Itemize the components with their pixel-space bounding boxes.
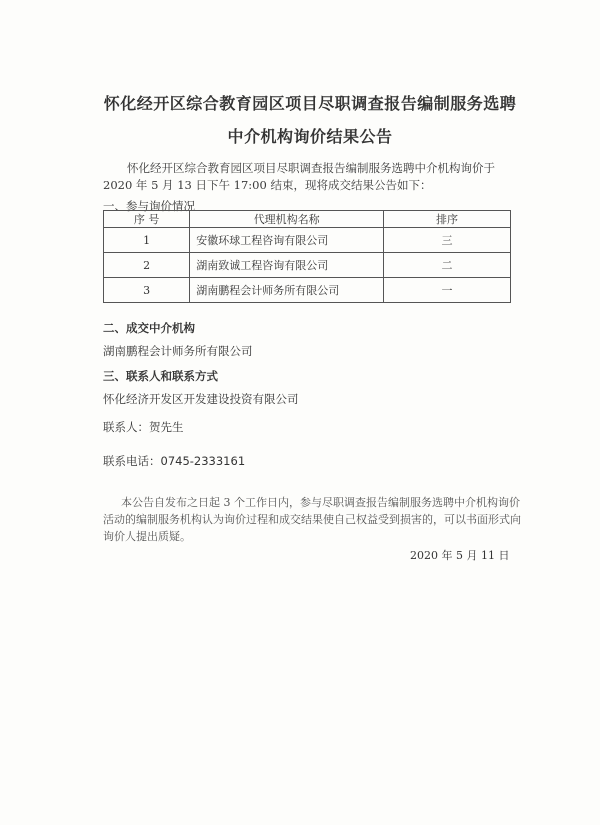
contact-person: 联系人：贺先生: [103, 420, 184, 434]
header-no: 序 号: [104, 211, 190, 228]
contact-phone: 联系电话：0745-2333161: [103, 454, 246, 468]
objection-notice: 本公告自发布之日起 3 个工作日内，参与尽职调查报告编制服务选聘中介机构询价活动的编制服务机构认为询价过程和成交结果使自己权益受到损害的，可以书面形式向询价人提出质疑。: [103, 496, 521, 543]
row-rank: 一: [384, 278, 511, 303]
row-rank: 二: [384, 253, 511, 278]
bid-table: [103, 210, 511, 303]
section-3-heading: 三、联系人和联系方式: [103, 369, 218, 383]
row-name: 湖南鹏程会计师务所有限公司: [190, 278, 384, 303]
row-name: 安徽环球工程咨询有限公司: [190, 228, 384, 253]
section-1-heading: 一、参与询价情况: [103, 199, 195, 213]
table-row: [104, 278, 511, 303]
document-title-line-1: 怀化经开区综合教育园区项目尽职调查报告编制服务选聘: [103, 94, 517, 113]
header-rank: 排序: [384, 211, 511, 228]
intro-paragraph: 怀化经开区综合教育园区项目尽职调查报告编制服务选聘中介机构询价于 2020 年 5 月 13 日下午 17:00 结束，现将成交结果公告如下：: [103, 161, 495, 192]
table-row: [104, 228, 511, 253]
table-header-row: [104, 211, 511, 228]
row-name: 湖南致诚工程咨询有限公司: [190, 253, 384, 278]
row-no: 3: [104, 278, 190, 303]
table-row: [104, 253, 511, 278]
header-name: 代理机构名称: [190, 211, 384, 228]
row-no: 1: [104, 228, 190, 253]
winning-agency: 湖南鹏程会计师务所有限公司: [103, 344, 253, 358]
document-title-line-2: 中介机构询价结果公告: [227, 127, 393, 146]
contact-company: 怀化经济开发区开发建设投资有限公司: [103, 392, 299, 406]
section-2-heading: 二、成交中介机构: [103, 321, 195, 335]
row-rank: 三: [384, 228, 511, 253]
publish-date: 2020 年 5 月 11 日: [410, 549, 510, 562]
row-no: 2: [104, 253, 190, 278]
